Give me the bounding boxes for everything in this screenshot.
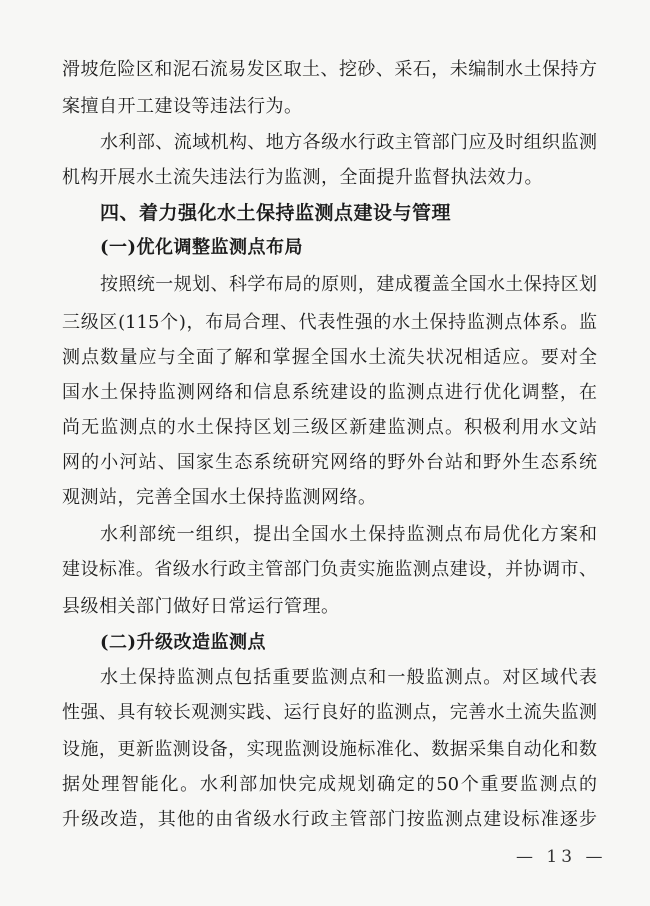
body-text-line: 建设标准。省级水行政主管部门负责实施监测点建设，并协调市、: [62, 559, 597, 580]
body-text-line: 设施，更新监测设备，实现监测设施标准化、数据采集自动化和数: [62, 739, 597, 760]
body-text-line: 县级相关部门做好日常运行管理。: [62, 596, 340, 617]
body-text-line: 测点数量应与全面了解和掌握全国水土流失状况相适应。要对全: [62, 347, 597, 368]
body-text-line: 升级改造，其他的由省级水行政主管部门按监测点建设标准逐步: [62, 809, 597, 830]
page-number: — 13 —: [516, 847, 607, 867]
section-heading: 四、着力强化水土保持监测点建设与管理: [100, 202, 452, 224]
body-text-line: 国水土保持监测网络和信息系统建设的监测点进行优化调整，在: [62, 382, 597, 403]
body-text-line: 滑坡危险区和泥石流易发区取土、挖砂、采石，未编制水土保持方: [62, 59, 597, 80]
body-text-line: 机构开展水土流失违法行为监测，全面提升监督执法效力。: [62, 167, 543, 188]
body-text-line: 网的小河站、国家生态系统研究网络的野外台站和野外生态系统: [62, 452, 597, 473]
body-text-line: 尚无监测点的水土保持区划三级区新建监测点。积极利用水文站: [62, 417, 597, 438]
body-text-line: 案擅自开工建设等违法行为。: [62, 96, 303, 117]
body-text-line: 观测站，完善全国水土保持监测网络。: [62, 487, 377, 508]
subsection-heading: (二)升级改造监测点: [100, 632, 267, 653]
body-text-line: 水利部统一组织，提出全国水土保持监测点布局优化方案和: [100, 524, 597, 545]
body-text-line: 水土保持监测点包括重要监测点和一般监测点。对区域代表: [100, 667, 597, 688]
body-text-line: 水利部、流域机构、地方各级水行政主管部门应及时组织监测: [100, 132, 597, 153]
subsection-heading: (一)优化调整监测点布局: [100, 237, 304, 258]
body-text-line: 按照统一规划、科学布局的原则，建成覆盖全国水土保持区划: [100, 274, 597, 295]
body-text-line: 据处理智能化。水利部加快完成规划确定的50个重要监测点的: [62, 774, 597, 795]
body-text-line: 三级区(115个)，布局合理、代表性强的水土保持监测点体系。监: [62, 312, 597, 333]
body-text-line: 性强、具有较长观测实践、运行良好的监测点，完善水土流失监测: [62, 702, 597, 723]
